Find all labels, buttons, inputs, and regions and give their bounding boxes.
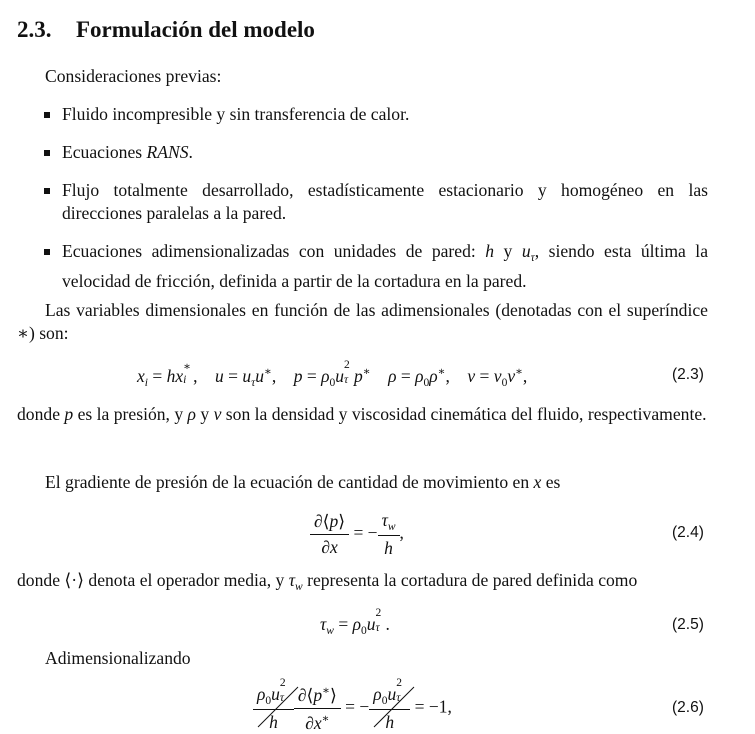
bullet-rans: Ecuaciones RANS. <box>62 142 193 162</box>
section-number: 2.3. <box>17 17 52 42</box>
bullet-marker <box>44 150 50 156</box>
bullet-marker <box>44 188 50 194</box>
equation-number: (2.5) <box>672 616 704 633</box>
cancel-stroke <box>255 684 301 730</box>
paragraph-donde-p: donde p es la presión, y ρ y ν son la densidad y viscosidad cinemática del fluido, respectivamente. <box>17 404 707 424</box>
equation-number: (2.6) <box>672 699 704 716</box>
bullet-marker <box>44 112 50 118</box>
bullet-wall-units: Ecuaciones adimensionalizadas con unidades de pared: h y $u_\tau$, siendo esta última la velocidad de fricción, definida a partir de la cortadura en la pared. <box>62 241 709 291</box>
equation-2-4: $\frac{\partial⟨p⟩}{\partial x}$ = − $\frac{\tau_w}{h}$ , <box>310 510 404 559</box>
paragraph-variables: Las variables dimensionales en función de las adimensionales (denotadas con el superíndice ∗) son: <box>17 300 708 343</box>
bullet-flow: Flujo totalmente desarrollado, estadísticamente estacionario y homogéneo en las direcciones paralelas a la pared. <box>62 180 708 223</box>
paragraph-gradient: El gradiente de presión de la ecuación de cantidad de movimiento en x es <box>45 472 561 492</box>
section-title: Formulación del modelo <box>76 17 315 42</box>
intro-text: Consideraciones previas: <box>45 66 222 86</box>
equation-2-6: $\rho_0u$ 2 τ h $\frac{\partial⟨p^∗⟩}{\partial x^∗}$ = − $\rho_0u$ 2 τ h = −1, <box>253 683 452 734</box>
equation-number: (2.3) <box>672 366 704 383</box>
equation-2-5: $\tau_w = \rho_0u$ 2 τ . <box>320 607 390 637</box>
equation-2-3: $x_i$ = hx ∗ i , $u = u_\tau u^∗$, $p = \rho_0u$ 2 τ p∗ $\rho = \rho_0\rho^∗$, $\nu = \nu_0\nu^∗$, <box>137 359 528 389</box>
paragraph-adim: Adimensionalizando <box>45 648 191 668</box>
bullet-marker <box>44 249 50 255</box>
section-heading <box>17 17 315 43</box>
cancel-stroke <box>371 684 417 730</box>
equation-number: (2.4) <box>672 524 704 541</box>
bullet-incompressible: Fluido incompresible y sin transferencia de calor. <box>62 104 410 124</box>
paragraph-donde-media: donde ⟨·⟩ denota el operador media, y $\tau_w$ representa la cortadura de pared definida como <box>17 570 638 593</box>
